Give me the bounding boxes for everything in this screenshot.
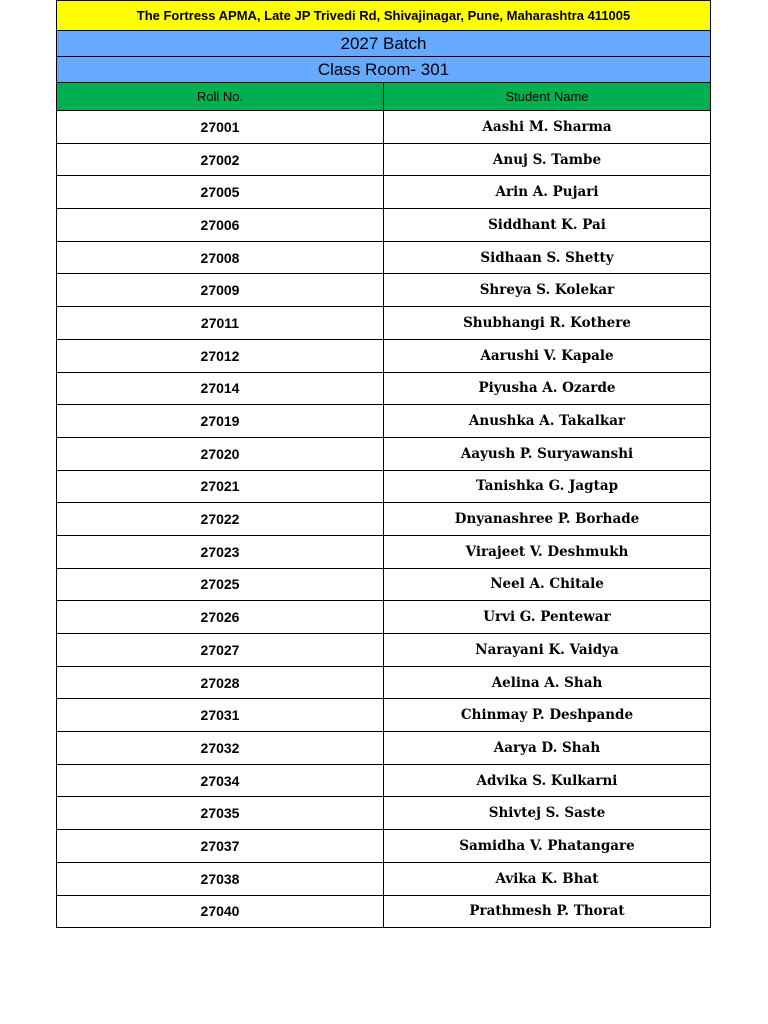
student-name-cell: Samidha V. Phatangare <box>459 837 635 854</box>
table-row <box>56 634 711 667</box>
roll-no-cell: 27040 <box>57 896 384 928</box>
student-name-cell: Avika K. Bhat <box>495 870 599 887</box>
student-name-cell: Advika S. Kulkarni <box>476 772 618 789</box>
student-name-cell: Aarushi V. Kapale <box>480 347 614 364</box>
table-row <box>56 732 711 765</box>
table-row <box>56 471 711 504</box>
roll-no-cell: 27006 <box>57 209 384 241</box>
roll-no-cell: 27009 <box>57 274 384 306</box>
table-row <box>56 569 711 602</box>
roll-no-cell: 27021 <box>57 471 384 503</box>
roll-no-cell: 27028 <box>57 667 384 699</box>
table-row <box>56 176 711 209</box>
table-header-row <box>56 83 711 111</box>
roll-no-cell: 27035 <box>57 797 384 829</box>
student-name-cell: Chinmay P. Deshpande <box>460 707 634 724</box>
roll-no-cell: 27032 <box>57 732 384 764</box>
student-name-cell: Virajeet V. Deshmukh <box>465 543 629 560</box>
roll-no-cell: 27025 <box>57 569 384 601</box>
table-row <box>56 503 711 536</box>
roll-no-cell: 27019 <box>57 405 384 437</box>
table-row <box>56 797 711 830</box>
batch-title: 2027 Batch <box>56 31 711 57</box>
student-name-cell: Shreya S. Kolekar <box>479 282 615 299</box>
roll-no-cell: 27027 <box>57 634 384 666</box>
roll-no-cell: 27002 <box>57 144 384 176</box>
student-name-cell: Tanishka G. Jagtap <box>475 478 619 495</box>
table-row <box>56 242 711 275</box>
roll-no-header: Roll No. <box>57 83 384 110</box>
student-name-cell: Prathmesh P. Thorat <box>469 903 625 920</box>
student-name-cell: Sidhaan S. Shetty <box>480 249 614 266</box>
roll-no-cell: 27022 <box>57 503 384 535</box>
student-name-cell: Anuj S. Tambe <box>492 151 602 168</box>
roll-no-cell: 27038 <box>57 863 384 895</box>
student-name-cell: Neel A. Chitale <box>490 576 604 593</box>
roll-no-cell: 27026 <box>57 601 384 633</box>
student-name-cell: Aelina A. Shah <box>491 674 603 691</box>
roll-no-cell: 27012 <box>57 340 384 372</box>
table-row <box>56 536 711 569</box>
roll-no-cell: 27008 <box>57 242 384 274</box>
class-roster-sheet <box>56 0 711 928</box>
table-row <box>56 307 711 340</box>
student-name-cell: Shivtej S. Saste <box>488 805 606 822</box>
table-row <box>56 896 711 929</box>
student-name-header: Student Name <box>505 89 589 104</box>
table-row <box>56 111 711 144</box>
roll-no-cell: 27031 <box>57 699 384 731</box>
address-banner: The Fortress APMA, Late JP Trivedi Rd, Shivajinagar, Pune, Maharashtra 411005 <box>56 0 711 31</box>
roll-no-cell: 27020 <box>57 438 384 470</box>
table-row <box>56 438 711 471</box>
table-row <box>56 667 711 700</box>
classroom-title: Class Room- 301 <box>56 57 711 83</box>
student-name-cell: Urvi G. Pentewar <box>483 609 611 626</box>
table-row <box>56 144 711 177</box>
student-name-cell: Aayush P. Suryawanshi <box>460 445 634 462</box>
student-name-cell: Dnyanashree P. Borhade <box>454 511 640 528</box>
roll-no-cell: 27005 <box>57 176 384 208</box>
roll-no-cell: 27023 <box>57 536 384 568</box>
roll-no-cell: 27037 <box>57 830 384 862</box>
student-name-cell: Piyusha A. Ozarde <box>478 380 616 397</box>
table-row <box>56 209 711 242</box>
table-row <box>56 830 711 863</box>
student-name-cell: Narayani K. Vaidya <box>475 641 619 658</box>
table-row <box>56 601 711 634</box>
student-name-cell: Shubhangi R. Kothere <box>463 314 631 331</box>
table-row <box>56 373 711 406</box>
student-name-cell: Arin A. Pujari <box>495 184 599 201</box>
student-name-cell: Anushka A. Takalkar <box>468 413 626 430</box>
table-row <box>56 274 711 307</box>
roll-no-cell: 27001 <box>57 111 384 143</box>
student-name-cell: Siddhant K. Pai <box>488 216 606 233</box>
table-row <box>56 765 711 798</box>
table-row <box>56 863 711 896</box>
table-row <box>56 405 711 438</box>
student-name-cell: Aarya D. Shah <box>493 739 601 756</box>
roll-no-cell: 27034 <box>57 765 384 797</box>
student-name-cell: Aashi M. Sharma <box>482 118 612 135</box>
roster-table-body <box>56 111 711 928</box>
roll-no-cell: 27014 <box>57 373 384 405</box>
table-row <box>56 340 711 373</box>
roll-no-cell: 27011 <box>57 307 384 339</box>
table-row <box>56 699 711 732</box>
